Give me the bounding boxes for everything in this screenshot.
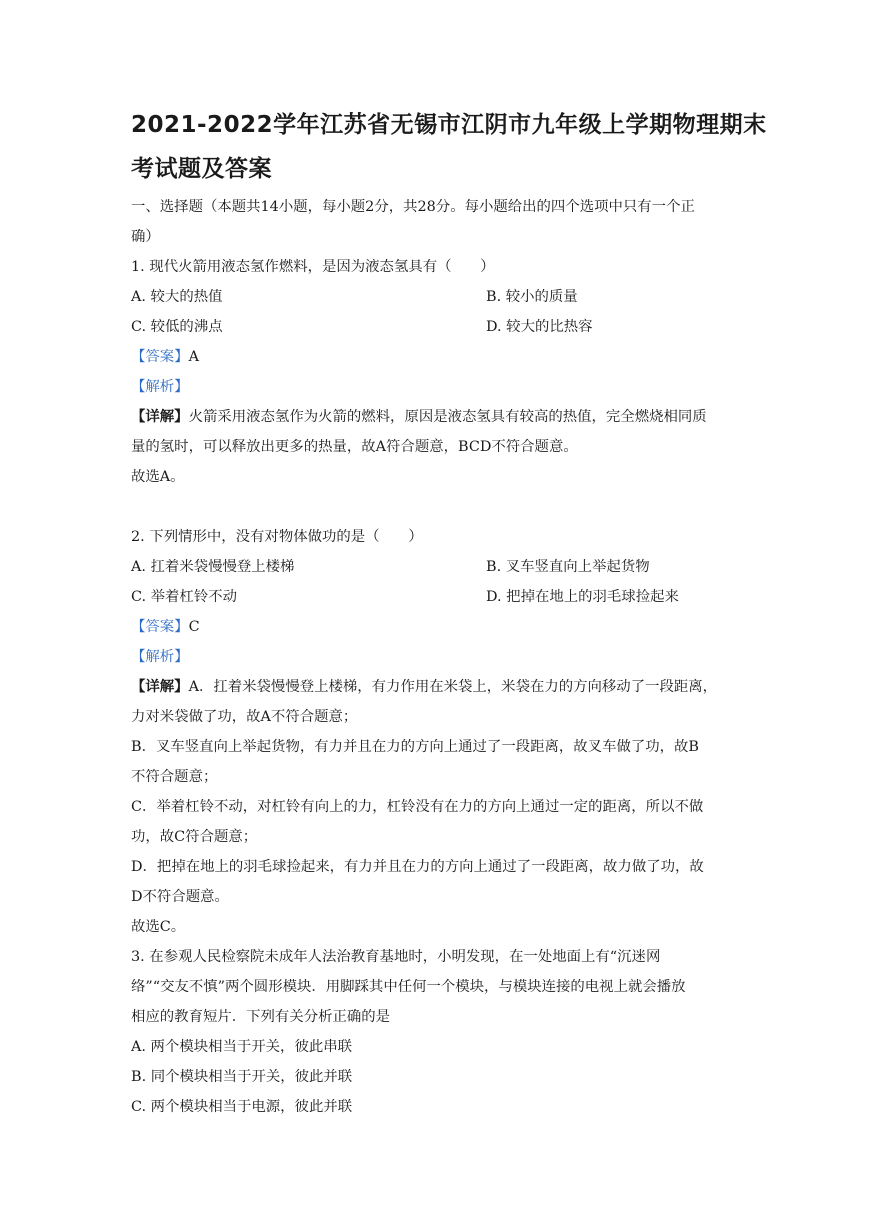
document-title [131,103,767,191]
q2-options-row-2 [131,582,743,612]
analysis-bracket-open: 【 [131,649,146,665]
analysis-label: 解析 [145,379,175,395]
detail-label: 【详解】 [131,678,189,695]
q3-option-b: B. 同个模块相当于开关，彼此并联 [131,1069,353,1085]
answer-bracket-open: 【 [131,349,146,365]
q1-option-c: C. 较低的沸点 [131,319,223,335]
q2-option-b: B. 叉车竖直向上举起货物 [486,559,650,575]
section-heading-line-2: 确） [131,229,160,245]
q3-stem-line-3: 相应的教育短片．下列有关分析正确的是 [131,1009,391,1025]
analysis-label: 解析 [145,649,175,665]
q2-answer [131,612,743,642]
q3-stem-line-1: 3. 在参观人民检察院未成年人法治教育基地时，小明发现，在一处地面上有“沉迷网 [131,949,661,965]
q2-choose: 故选C。 [131,919,186,935]
q3-stem-line-2: 络”“交友不慎”两个圆形模块．用脚踩其中任何一个模块，与模块连接的电视上就会播放 [131,979,686,995]
detail-label: 【详解】 [131,408,189,425]
q1-option-b: B. 较小的质量 [486,289,578,305]
answer-label: 答案 [145,619,175,635]
q1-detail-line-1 [131,402,743,432]
q1-answer-value: A [188,349,200,365]
q1-option-a: A. 较大的热值 [131,289,223,305]
analysis-bracket-close: 】 [174,649,189,665]
document-body [131,192,743,1122]
answer-label: 答案 [145,349,175,365]
analysis-bracket-open: 【 [131,379,146,395]
q1-option-d: D. 较大的比热容 [486,319,593,335]
q2-detail-line-4: 不符合题意； [131,769,218,785]
q2-option-a: A. 扛着米袋慢慢登上楼梯 [131,559,295,575]
q1-analysis [131,372,743,402]
q3-option-c: C. 两个模块相当于电源，彼此并联 [131,1099,353,1115]
q2-analysis [131,642,743,672]
answer-bracket-close: 】 [174,349,189,365]
q2-option-c: C. 举着杠铃不动 [131,589,237,605]
q2-detail-text-1: A．扛着米袋慢慢登上楼梯，有力作用在米袋上，米袋在力的方向移动了一段距离， [188,679,718,695]
q2-options-row-1 [131,552,743,582]
q1-stem: 1. 现代火箭用液态氢作燃料，是因为液态氢具有（ ） [131,259,495,275]
q1-options-row-2 [131,312,743,342]
q2-answer-value: C [188,619,200,635]
q2-detail-line-1 [131,672,743,702]
spacer [131,492,743,522]
q2-detail-line-5: C．举着杠铃不动，对杠铃有向上的力，杠铃没有在力的方向上通过一定的距离，所以不做 [131,799,704,815]
q2-option-d: D. 把掉在地上的羽毛球捡起来 [486,589,679,605]
title-line-1: 2021-2022学年江苏省无锡市江阴市九年级上学期物理期末 [131,112,767,138]
answer-bracket-close: 】 [174,619,189,635]
q2-detail-line-3: B．叉车竖直向上举起货物，有力并且在力的方向上通过了一段距离，故叉车做了功，故B [131,739,699,755]
q2-detail-line-7: D．把掉在地上的羽毛球捡起来，有力并且在力的方向上通过了一段距离，故力做了功，故 [131,859,704,875]
section-heading-line-1: 一、选择题（本题共14小题，每小题2分，共28分。每小题给出的四个选项中只有一个正 [131,199,695,215]
analysis-bracket-close: 】 [174,379,189,395]
answer-bracket-open: 【 [131,619,146,635]
q1-detail-text-1: 火箭采用液态氢作为火箭的燃料，原因是液态氢具有较高的热值，完全燃烧相同质 [188,409,707,425]
q1-answer [131,342,743,372]
q2-detail-line-2: 力对米袋做了功，故A不符合题意； [131,709,358,725]
title-line-2: 考试题及答案 [131,156,272,182]
q3-option-a: A. 两个模块相当于开关，彼此串联 [131,1039,353,1055]
q1-choose: 故选A。 [131,469,185,485]
q1-detail-line-2: 量的氢时，可以释放出更多的热量，故A符合题意，BCD不符合题意。 [131,439,578,455]
q2-detail-line-6: 功，故C符合题意； [131,829,258,845]
q2-stem: 2. 下列情形中，没有对物体做功的是（ ） [131,529,423,545]
q1-options-row-1 [131,282,743,312]
q2-detail-line-8: D不符合题意。 [131,889,229,905]
